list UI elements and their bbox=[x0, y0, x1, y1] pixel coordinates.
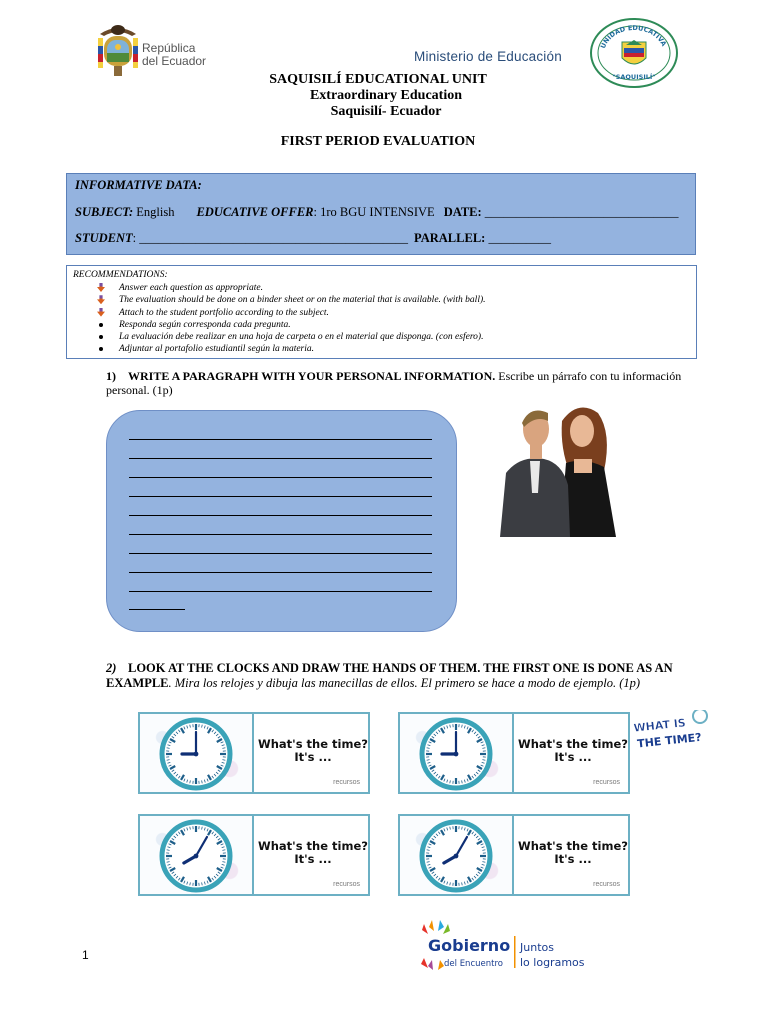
subject-row bbox=[75, 205, 679, 220]
informative-data-title: INFORMATIVE DATA: bbox=[75, 178, 202, 192]
dot-bullet-icon bbox=[99, 335, 103, 339]
gobierno-del-encuentro-logo bbox=[418, 918, 588, 974]
recursos-brand: recursos bbox=[593, 779, 620, 786]
time-question-line2: It's ... bbox=[554, 750, 592, 764]
time-question-line1: What's the time? bbox=[258, 839, 368, 853]
what-is-the-time-badge bbox=[632, 710, 708, 750]
clock-card[interactable] bbox=[398, 814, 630, 896]
clock-panel bbox=[400, 714, 514, 792]
answer-line bbox=[129, 439, 432, 440]
recommendation-text: Attach to the student portfolio according to the subject. bbox=[119, 307, 329, 318]
time-question-line1: What's the time? bbox=[258, 737, 368, 751]
clock-panel bbox=[140, 816, 254, 894]
recommendations-list bbox=[97, 282, 486, 356]
svg-text:UNIDAD EDUCATIVA: UNIDAD EDUCATIVA bbox=[598, 23, 668, 50]
parallel-label: PARALLEL: bbox=[414, 231, 486, 245]
program-name: Extraordinary Education bbox=[309, 88, 463, 103]
answer-line bbox=[129, 534, 432, 535]
answer-line bbox=[129, 496, 432, 497]
recommendation-item bbox=[97, 282, 486, 294]
clock-card[interactable] bbox=[138, 712, 370, 794]
ecuador-label: del Ecuador bbox=[142, 54, 207, 68]
arrow-bullet-icon bbox=[97, 295, 105, 304]
clock-icon[interactable] bbox=[418, 716, 494, 792]
recommendation-item bbox=[97, 331, 486, 343]
offer-label: EDUCATIVE OFFER bbox=[196, 205, 314, 219]
offer-value: : 1ro BGU INTENSIVE bbox=[313, 205, 435, 219]
arrow-bullet-icon bbox=[97, 283, 105, 292]
time-question bbox=[256, 738, 370, 764]
recommendation-text: Answer each question as appropriate. bbox=[119, 283, 263, 293]
clock-icon[interactable] bbox=[158, 716, 234, 792]
dot-bullet-icon bbox=[99, 347, 103, 351]
footer-slogan-1: Juntos bbox=[520, 941, 554, 954]
ministerio-label: Ministerio de Educación bbox=[414, 49, 562, 64]
footer-brand-main: Gobierno bbox=[428, 936, 511, 955]
recommendation-text: The evaluation should be done on a binder sheet or on the material that is available. (with ball). bbox=[119, 295, 486, 306]
time-question-line2: It's ... bbox=[554, 852, 592, 866]
time-question-line1: What's the time? bbox=[518, 839, 628, 853]
couple-photo bbox=[500, 393, 628, 537]
answer-line bbox=[129, 572, 432, 573]
dot-bullet-icon bbox=[99, 323, 103, 327]
recursos-brand: recursos bbox=[593, 881, 620, 888]
recommendation-text: Adjuntar al portafolio estudiantil según la materia. bbox=[119, 344, 315, 355]
question-2-title: LOOK AT THE CLOCKS AND DRAW THE HANDS OF THEM. THE FIRST ONE IS DONE AS AN EXAMPLE bbox=[106, 661, 673, 690]
republica-ecuador-text bbox=[142, 42, 206, 68]
time-question bbox=[516, 738, 630, 764]
evaluation-title: FIRST PERIOD EVALUATION bbox=[280, 134, 476, 149]
recursos-brand: recursos bbox=[333, 779, 360, 786]
date-blank[interactable]: _______________________________ bbox=[481, 205, 679, 219]
badge-line1: WHAT IS bbox=[632, 716, 687, 735]
time-question-line2: It's ... bbox=[294, 852, 332, 866]
svg-text:"SAQUISILÍ": "SAQUISILÍ" bbox=[612, 73, 656, 81]
question-1-title: WRITE A PARAGRAPH WITH YOUR PERSONAL INFORMATION. bbox=[128, 369, 496, 383]
question-1-instruction: Escribe un párrafo con tu información personal. (1p) bbox=[106, 369, 682, 397]
footer-brand-sub: del Encuentro bbox=[444, 959, 503, 969]
clock-panel bbox=[400, 816, 514, 894]
student-label: STUDENT bbox=[75, 231, 133, 245]
answer-line bbox=[129, 458, 432, 459]
unit-name: SAQUISILÍ EDUCATIONAL UNIT bbox=[269, 72, 487, 87]
time-question bbox=[256, 840, 370, 866]
ecuador-coat-of-arms-icon bbox=[96, 20, 140, 80]
question-1-number: 1) bbox=[106, 369, 116, 383]
question-2 bbox=[106, 661, 676, 691]
clock-icon[interactable] bbox=[158, 818, 234, 894]
time-question-line1: What's the time? bbox=[518, 737, 628, 751]
footer-slogan-2: lo logramos bbox=[520, 956, 585, 969]
parallel-blank[interactable]: __________ bbox=[485, 231, 551, 245]
answer-line bbox=[129, 609, 185, 610]
answer-line bbox=[129, 591, 432, 592]
clock-icon[interactable] bbox=[418, 818, 494, 894]
republica-label: República bbox=[142, 41, 196, 55]
recommendation-text: La evaluación debe realizar en una hoja de carpeta o en el material que disponga. (con esfero). bbox=[119, 332, 484, 343]
page-number: 1 bbox=[82, 948, 89, 962]
recommendation-item bbox=[97, 294, 486, 306]
recommendations-box bbox=[66, 265, 697, 359]
student-blank[interactable]: : ___________________________________________ bbox=[132, 231, 409, 245]
clock-panel bbox=[140, 714, 254, 792]
informative-data-box bbox=[66, 173, 696, 255]
clock-card[interactable] bbox=[398, 712, 630, 794]
recommendation-item bbox=[97, 343, 486, 355]
answer-lines-box[interactable] bbox=[106, 410, 457, 632]
subject-label: SUBJECT: bbox=[75, 205, 134, 219]
recommendation-item bbox=[97, 319, 486, 331]
question-2-number: 2) bbox=[106, 661, 117, 675]
time-question bbox=[516, 840, 630, 866]
arrow-bullet-icon bbox=[97, 308, 105, 317]
student-row bbox=[75, 231, 551, 246]
recursos-brand: recursos bbox=[333, 881, 360, 888]
recommendations-title: RECOMMENDATIONS: bbox=[73, 270, 168, 280]
answer-line bbox=[129, 477, 432, 478]
time-question-line2: It's ... bbox=[294, 750, 332, 764]
clock-card[interactable] bbox=[138, 814, 370, 896]
subject-value: English bbox=[133, 205, 175, 219]
location-name: Saquisilí- Ecuador bbox=[330, 104, 442, 119]
recommendation-text: Responda según corresponda cada pregunta. bbox=[119, 319, 291, 330]
recommendation-item bbox=[97, 307, 486, 319]
answer-line bbox=[129, 553, 432, 554]
date-label: DATE: bbox=[443, 205, 482, 219]
badge-line2: THE TIME? bbox=[636, 730, 703, 750]
answer-line bbox=[129, 515, 432, 516]
question-2-instruction: . Mira los relojes y dibuja las manecillas de ellos. El primero se hace a modo de ejemplo. (1p) bbox=[168, 676, 641, 690]
